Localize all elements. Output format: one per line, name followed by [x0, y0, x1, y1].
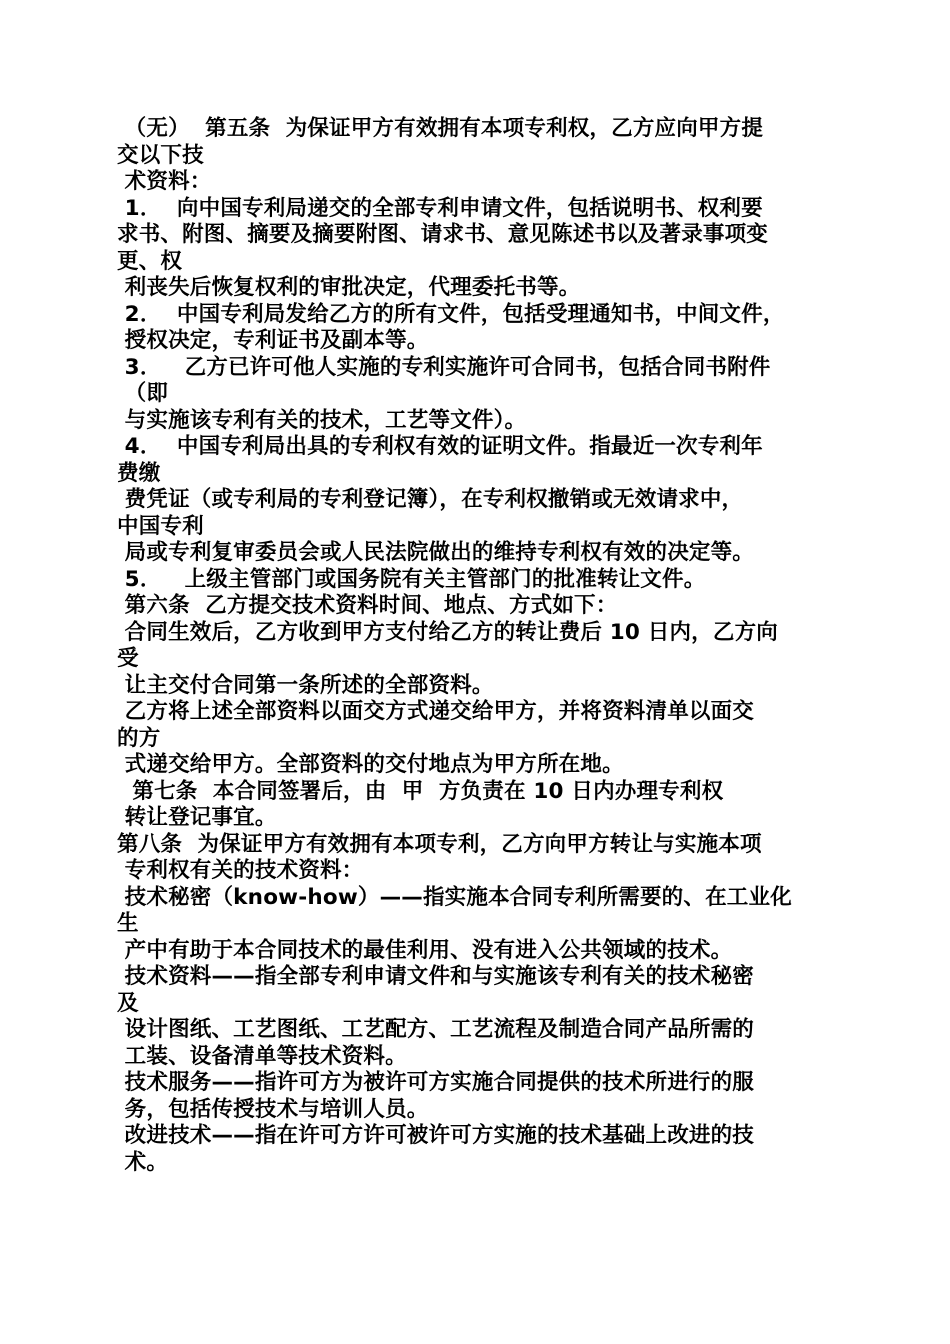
text-line: 生: [117, 911, 139, 936]
text-line: 第六条 乙方提交技术资料时间、地点、方式如下：: [117, 593, 618, 618]
text-line: 及: [117, 990, 139, 1016]
text-line: 技术秘密（know-how）——指实施本合同专利所需要的、在工业化: [117, 884, 792, 910]
text-line: 费凭证（或专利局的专利登记簿），在专利权撤销或无效请求中，: [117, 487, 744, 512]
text-line: 的方: [117, 725, 161, 751]
text-line: 乙方将上述全部资料以面交方式递交给甲方，并将资料清单以面交: [117, 699, 754, 724]
text-line: 工装、设备清单等技术资料。: [117, 1043, 407, 1069]
text-line: 费缴: [117, 460, 161, 486]
text-line: （即: [117, 381, 169, 406]
contract-body-text: [117, 116, 837, 1176]
text-line: 务，包括传授技术与培训人员。: [117, 1096, 429, 1122]
text-line: 2． 中国专利局发给乙方的所有文件，包括受理通知书，中间文件，: [117, 301, 785, 327]
text-line: 中国专利: [117, 513, 204, 539]
text-line: 授权决定，专利证书及副本等。: [117, 328, 429, 353]
text-line: 技术服务——指许可方为被许可方实施合同提供的技术所进行的服: [117, 1070, 754, 1095]
text-line: 求书、附图、摘要及摘要附图、请求书、意见陈述书以及著录事项变: [117, 222, 769, 247]
text-line: 利丧失后恢复权利的审批决定，代理委托书等。: [117, 275, 581, 300]
text-line: 更、权: [117, 248, 183, 274]
text-line: 式递交给甲方。全部资料的交付地点为甲方所在地。: [117, 752, 624, 777]
text-line: 产中有助于本合同技术的最佳利用、没有进入公共领域的技术。: [117, 937, 733, 963]
text-line: 局或专利复审委员会或人民法院做出的维持专利权有效的决定等。: [117, 540, 754, 565]
text-line: 5． 上级主管部门或国务院有关主管部门的批准转让文件。: [117, 566, 706, 592]
text-line: 第八条 为保证甲方有效拥有本项专利，乙方向甲方转让与实施本项: [117, 831, 762, 857]
text-line: 术资料：: [117, 169, 212, 194]
text-line: （无） 第五条 为保证甲方有效拥有本项专利权，乙方应向甲方提: [117, 116, 764, 141]
text-line: 合同生效后，乙方收到甲方支付给乙方的转让费后 10 日内，乙方向: [117, 619, 778, 645]
text-line: 术。: [117, 1149, 169, 1175]
text-line: 专利权有关的技术资料：: [117, 858, 364, 883]
text-line: 交以下技: [117, 142, 204, 168]
text-line: 设计图纸、工艺图纸、工艺配方、工艺流程及制造合同产品所需的: [117, 1017, 754, 1042]
text-line: 改进技术——指在许可方许可被许可方实施的技术基础上改进的技: [117, 1123, 754, 1148]
text-line: 1． 向中国专利局递交的全部专利申请文件，包括说明书、权利要: [117, 195, 763, 221]
text-line: 4． 中国专利局出具的专利权有效的证明文件。指最近一次专利年: [117, 434, 763, 459]
text-line: 与实施该专利有关的技术，工艺等文件）。: [117, 407, 527, 433]
text-line: 转让登记事宜。: [117, 805, 277, 830]
text-line: 技术资料——指全部专利申请文件和与实施该专利有关的技术秘密: [117, 964, 754, 989]
text-line: 第七条 本合同签署后，由 甲 方负责在 10 日内办理专利权: [117, 778, 724, 804]
text-line: 受: [117, 646, 139, 671]
text-line: 3． 乙方已许可他人实施的专利实施许可合同书，包括合同书附件: [117, 354, 771, 380]
text-line: 让主交付合同第一条所述的全部资料。: [117, 672, 494, 698]
